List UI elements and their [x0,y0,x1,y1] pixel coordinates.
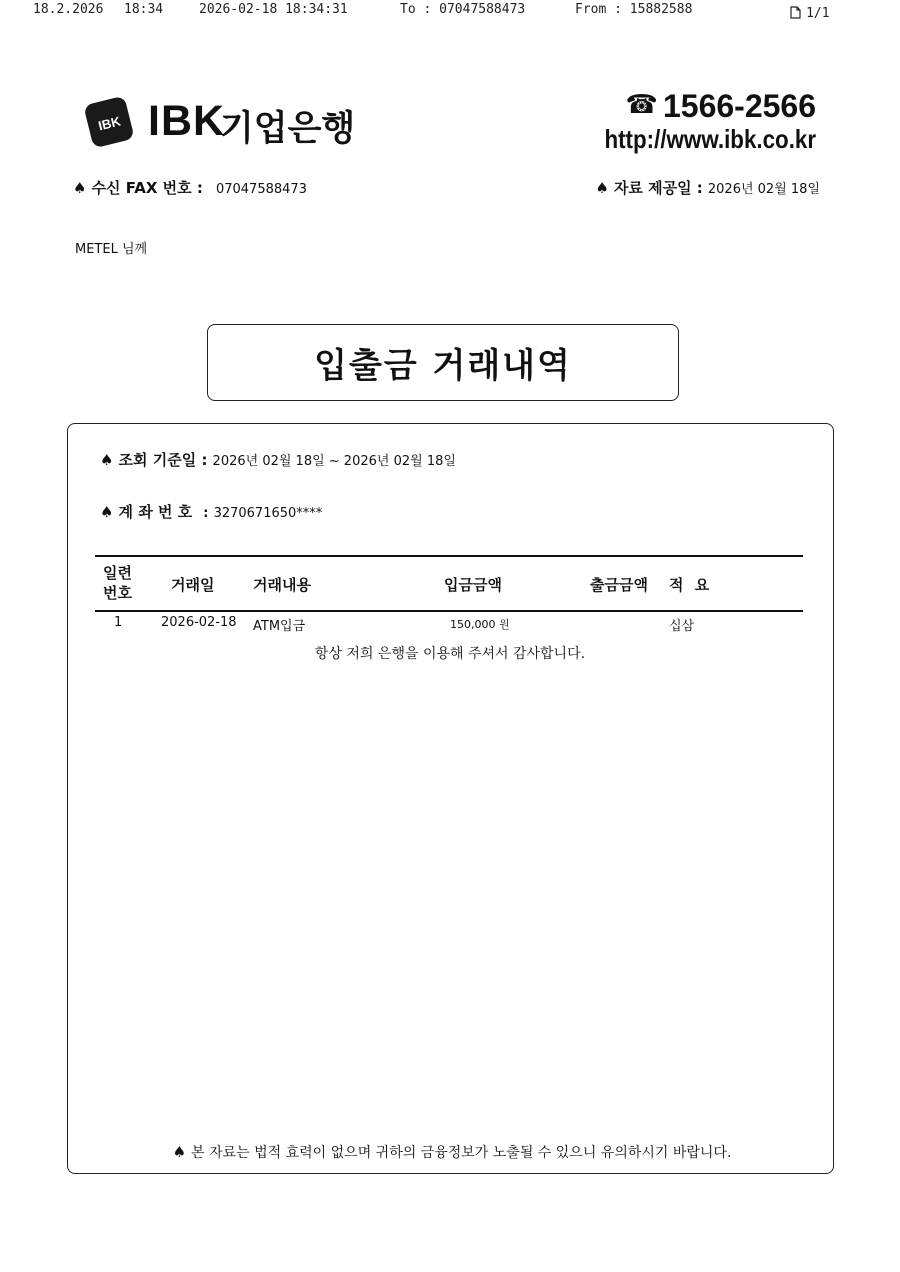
contact-phone [625,88,816,125]
provided-date-label: 자료 제공일 : [613,179,703,197]
query-period-label: 조회 기준일 : [118,451,208,469]
footer-notice [0,1142,900,1162]
fax-number-label: 수신 FAX 번호 : [91,179,203,197]
fax-from: From : 15882588 [575,2,693,17]
account-row [100,501,322,522]
logo-brand: IBK [148,97,226,145]
query-period-row [100,449,456,470]
content-box [67,423,834,1174]
cell-desc: ATM입금 [253,619,306,634]
thanks-message: 항상 저희 은행을 이용해 주셔서 감사합니다. [314,646,586,662]
document-icon [790,6,801,19]
account-label: 계 좌 번 호 [118,503,193,521]
spade-icon: ♠ [100,451,114,469]
fax-datetime: 2026-02-18 18:34:31 [199,2,348,17]
col-desc: 거래내용 [253,576,311,594]
cell-date: 2026-02-18 [161,615,237,630]
col-deposit: 입금금액 [444,576,502,594]
fax-date: 18.2.2026 [33,2,104,17]
spade-icon: ♠ [595,179,609,197]
spade-icon: ♠ [172,1143,187,1161]
page-indicator [790,2,830,21]
fax-number-row [73,177,307,198]
spade-icon: ♠ [73,179,87,197]
query-period-value: 2026년 02월 18일 ~ 2026년 02월 18일 [212,454,456,469]
cell-deposit: 150,000 원 [450,618,510,631]
logo-bank-name: 기업은행 [220,109,356,149]
ibk-logo-mark-text: IBK [96,113,123,134]
recipient: METEL 님께 [75,242,148,257]
fax-number-value: 07047588473 [215,182,307,197]
col-seq-line2: 번호 [103,584,132,602]
fax-time: 18:34 [124,2,164,17]
col-seq-line1: 일련 [103,564,132,582]
table-top-rule [95,555,803,557]
phone-icon: ☎ [625,90,658,120]
document-title: 입출금 거래내역 [314,346,572,386]
page-number: 1/1 [806,6,830,21]
col-withdraw: 출금금액 [590,576,648,594]
phone-number: 1566-2566 [662,88,816,124]
cell-seq: 1 [114,615,123,630]
fax-to: To : 07047588473 [400,2,526,17]
bank-url[interactable]: http://www.ibk.co.kr [604,124,816,154]
spade-icon: ♠ [100,503,114,521]
title-box [207,324,679,401]
provided-date-value: 2026년 02월 18일 [707,182,820,197]
account-colon: : [203,506,209,521]
account-value: 3270671650**** [213,506,323,521]
provided-date-row [595,177,820,198]
col-date: 거래일 [171,576,215,594]
col-memo: 적 요 [669,576,713,594]
ibk-logo-mark [82,95,136,149]
cell-memo: 십삼 [669,619,695,634]
table-header-rule [95,610,803,612]
footer-note-text: 본 자료는 법적 효력이 없으며 귀하의 금융정보가 노출될 수 있으니 유의하시기 바랍니다. [191,1145,732,1161]
